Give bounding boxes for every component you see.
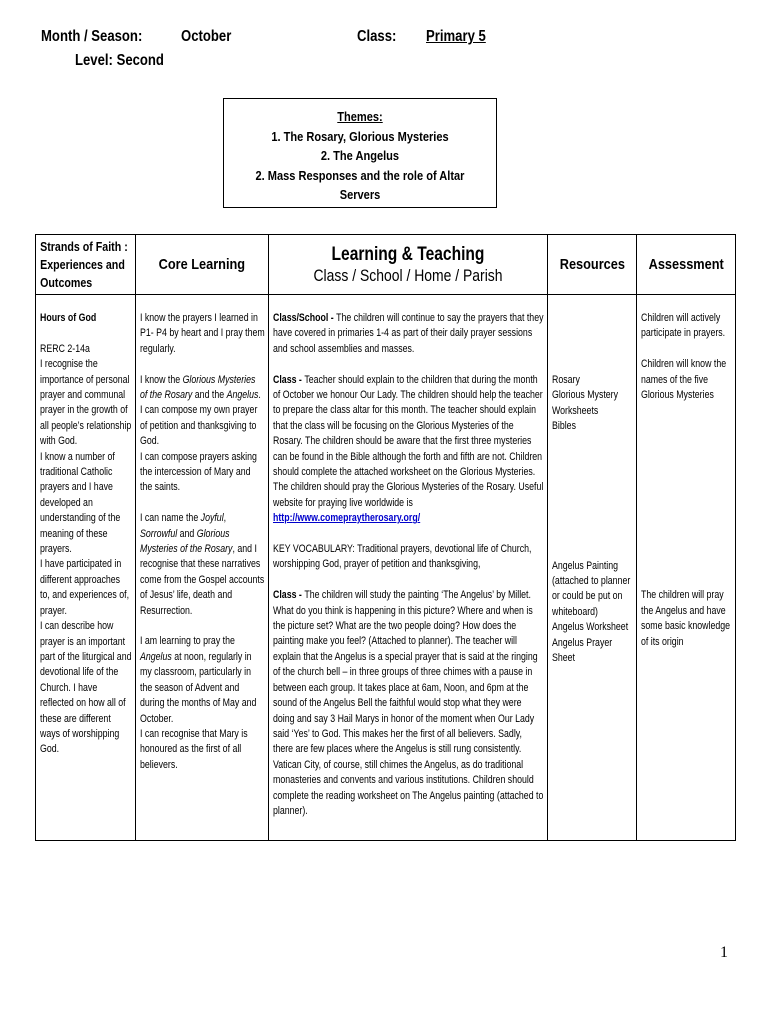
theme-line: Servers	[339, 187, 381, 202]
assessment-1: Children will actively participate in prayers.	[641, 312, 726, 340]
planning-table	[35, 234, 736, 841]
assessment-cell	[637, 295, 736, 841]
lt-p4: Class - The children will study the painting ‘The Angelus’ by Millet. What do you think is happening in this picture? Where and when is the picture set? What are the two people doing? How does the painting make you feel? (Attached to planner). The teacher will explain that the Angelus is a special prayer that is said at the ringing of the church bell – in three groups of three chimes with a pause in between each group. It takes place at 6am, Noon, and 6pm at the sound of the Angelus Bell the faithful would stop what they were doing and say 3 Hail Marys in honor of the moment when Our Lady said ‘Yes’ to God. This makes her the first of all believers. Sadly, there are few places where the Angelus is still rung consistently. Vatican City, of course, still chimes the Angelus, as do traditional monasteries and convents and various institutions. Children should complete the reading worksheet on The Angelus painting (attached to planner).	[273, 589, 544, 817]
lt-p1: Class/School - The children will continue to say the prayers that they have covered in primaries 1-4 as part of their daily prayer sessions and school assemblies and masses.	[273, 312, 544, 355]
strand-body: I recognise the importance of personal prayer and communal prayer in the growth of all people’s relationship with God. I know a number of traditional Catholic prayers and I have developed an understanding of the meaning of these prayers. I have participated in different approaches to, and experiences of, prayer. I can describe how prayer is an important part of the liturgical and devotional life of the Church. I have reflected on how all of these are different ways of worshipping God.	[40, 358, 132, 756]
resources-rosary: Rosary Glorious Mystery Worksheets Bibles	[552, 374, 619, 433]
table-header-row	[36, 235, 736, 295]
lt-key-vocabulary: KEY VOCABULARY: Traditional prayers, devotional life of Church, worshipping God, prayer of petition and thanksgiving,	[273, 543, 532, 571]
month-season-label: Month / Season:	[41, 28, 143, 45]
table-row	[36, 295, 736, 841]
resources-angelus: Angelus Painting (attached to planner or could be put on whiteboard) Angelus Worksheet Angelus Prayer Sheet	[552, 559, 631, 665]
themes-title: Themes:	[337, 109, 383, 124]
assessment-2: Children will know the names of the five Glorious Mysteries	[641, 358, 727, 402]
strand-code: RERC 2-14a	[40, 342, 90, 355]
rosary-website-link[interactable]: http://www.comepraytherosary.org/	[273, 512, 421, 525]
level-label: Level: Second	[75, 52, 164, 69]
themes-box	[223, 98, 497, 208]
header-assessment: Assessment	[637, 235, 736, 295]
page-number: 1	[720, 944, 728, 961]
core-p2-compose: I can compose my own prayer of petition and thanksgiving to God.	[140, 404, 258, 448]
core-p2: I know the Glorious Mysteries of the Rosary and the Angelus.	[140, 373, 261, 402]
lt-p2: Class - Teacher should explain to the children that during the month of October we honour Our Lady. The children should help the teacher to prepare the class altar for this month. The teacher should explain that the class will be focusing on the Glorious Mysteries of the Rosary. The children should be aware that the first three mysteries can be found in the Bible although the forth and fifth are not. Children should complete the attached worksheet on the Glorious Mysteries. The children should pray the Glorious Mysteries of the Rosary. Useful website for praying live worldwide is	[273, 373, 544, 509]
header-resources: Resources	[548, 235, 637, 295]
core-p4-mary: I can recognise that Mary is honoured as the first of all believers.	[140, 727, 248, 771]
theme-line: 2. The Angelus	[320, 148, 400, 163]
core-p2-intercession: I can compose prayers asking the intercession of Mary and the saints.	[140, 450, 257, 494]
class-label: Class:	[357, 28, 397, 45]
header-learning-teaching: Learning & Teaching Class / School / Home / Parish	[269, 235, 548, 295]
theme-line: 2. Mass Responses and the role of Altar	[255, 167, 465, 183]
core-p4: I am learning to pray the Angelus at noon, regularly in my classroom, particularly in the season of Advent and during the months of May and October.	[140, 635, 257, 725]
month-season-value: October	[181, 28, 232, 45]
learning-teaching-cell	[269, 295, 548, 841]
class-value: Primary 5	[426, 28, 486, 45]
header-strands: Strands of Faith : Experiences and Outcomes	[36, 235, 136, 295]
core-p3: I can name the Joyful, Sorrowful and Glorious Mysteries of the Rosary, and I recognise that these narratives come from the Gospel accounts of Jesus’ life, death and Resurrection.	[140, 512, 265, 617]
core-learning-cell	[136, 295, 269, 841]
strand-heading: Hours of God	[40, 312, 97, 324]
header-core-learning: Core Learning	[136, 235, 269, 295]
strands-cell	[36, 295, 136, 841]
core-p1: I know the prayers I learned in P1- P4 by heart and I pray them regularly.	[140, 312, 265, 355]
assessment-3: The children will pray the Angelus and have some basic knowledge of its origin	[641, 589, 731, 648]
resources-cell	[548, 295, 637, 841]
theme-line: 1. The Rosary, Glorious Mysteries	[271, 128, 449, 144]
